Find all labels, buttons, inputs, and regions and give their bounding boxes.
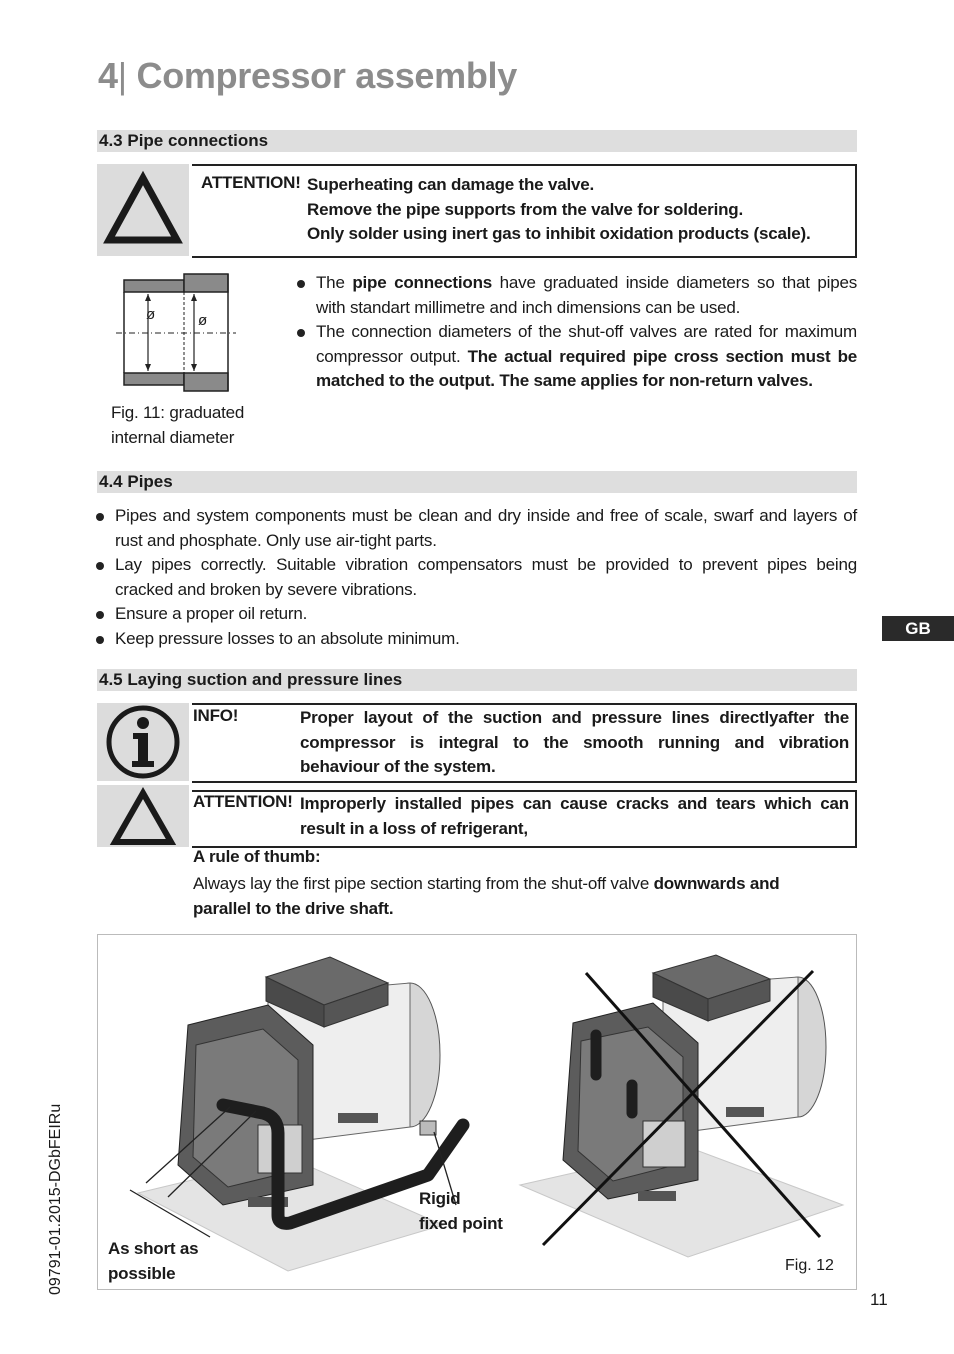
- diameter-symbol: ø: [198, 312, 208, 329]
- section-heading-4-3: 4.3 Pipe connections: [97, 130, 857, 152]
- info-icon: [97, 703, 189, 781]
- label-rigid-fixed-point: Rigid fixed point: [419, 1189, 503, 1233]
- figure-12: [97, 934, 857, 1290]
- info-label: INFO!: [193, 706, 239, 725]
- attention-text: Improperly installed pipes can cause cracks and tears which can result in a loss of refrigerant,: [300, 794, 849, 838]
- compressor-incorrect-illustration: [520, 955, 843, 1257]
- attention-label: ATTENTION!: [201, 173, 301, 192]
- chapter-title: 4| Compressor assembly: [98, 55, 517, 96]
- page-number: 11: [870, 1290, 888, 1309]
- pipe-connection-bullets: [297, 271, 857, 394]
- graduated-diameter-figure: [112, 270, 242, 395]
- list-item: Lay pipes correctly. Suitable vibration compensators must be provided to prevent pipes being cracked and broken by severe vibrations.: [96, 553, 857, 602]
- label-as-short-as-possible: As short as possible: [108, 1239, 199, 1283]
- attention-label: ATTENTION!: [193, 792, 293, 811]
- language-tab: GB: [882, 616, 954, 641]
- section-heading-4-5: 4.5 Laying suction and pressure lines: [97, 669, 857, 691]
- diameter-symbol: ø: [146, 306, 156, 323]
- compressor-correct-illustration: [130, 957, 463, 1271]
- section-heading-4-4: 4.4 Pipes: [97, 471, 857, 493]
- list-item: The pipe connections have graduated inside diameters so that pipes with standart millimetre and inch dimensions can be used.: [297, 271, 857, 320]
- rule-text: Always lay the first pipe section starting from the shut-off valve downwards and parallel to the drive shaft.: [193, 874, 780, 918]
- list-item: Pipes and system components must be clean and dry inside and free of scale, swarf and layers of rust and phosphate. Only use air-tight parts.: [96, 504, 857, 553]
- attention-text: Superheating can damage the valve. Remove the pipe supports from the valve for soldering. Only solder using inert gas to inhibit oxidation products (scale).: [307, 175, 811, 243]
- fig12-caption: Fig. 12: [785, 1257, 834, 1274]
- warning-icon: [97, 785, 189, 847]
- info-text: Proper layout of the suction and pressure lines directlyafter the compressor is integral to the smooth running and vibration behaviour of the system.: [300, 708, 849, 776]
- list-item: Keep pressure losses to an absolute minimum.: [96, 627, 857, 652]
- list-item: The connection diameters of the shut-off valves are rated for maximum compressor output. The actual required pipe cross section must be matched to the output. The same applies for non-return valves.: [297, 320, 857, 394]
- warning-icon: [97, 164, 189, 256]
- document-code: 09791-01.2015-DGbFEIRu: [47, 1103, 64, 1295]
- pipes-bullets: [96, 504, 857, 651]
- rule-title: A rule of thumb:: [193, 847, 321, 866]
- list-item: Ensure a proper oil return.: [96, 602, 857, 627]
- fig11-caption: Fig. 11: graduated internal diameter: [111, 403, 245, 447]
